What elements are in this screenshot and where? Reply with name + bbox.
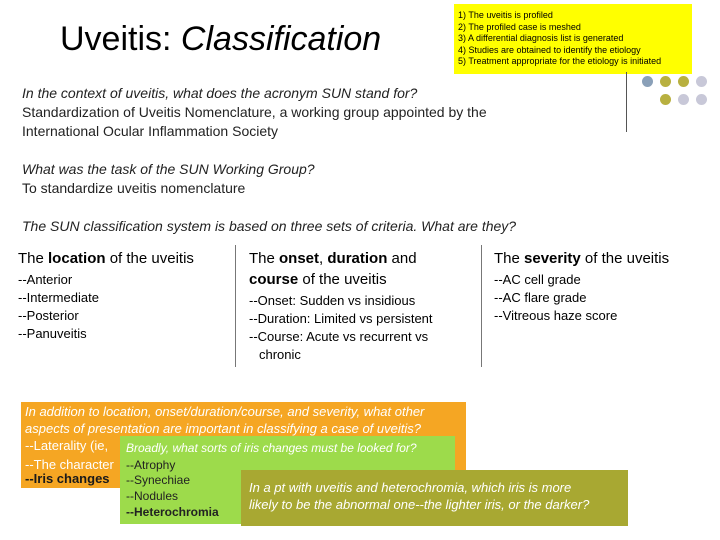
column-heading: The severity of the uveitis [494,250,670,267]
criteria-question: The SUN classification system is based on three sets of criteria. What are they? [22,218,517,234]
olive-line-1: In a pt with uveitis and heterochromia, which iris is more [249,480,572,495]
list-item: --Anterior [18,272,73,287]
list-item: --Duration: Limited vs persistent [249,311,433,326]
list-item: --Intermediate [18,290,99,305]
divider-line [626,72,627,132]
dot-icon [660,76,671,87]
olive-line-2: likely to be the abnormal one--the lighter iris, or the darker? [249,497,590,512]
list-item: --Onset: Sudden vs insidious [249,293,416,308]
task-answer: To standardize uveitis nomenclature [22,180,246,196]
column-heading: The onset, duration and course of the uveitis [249,250,417,288]
orange-line-4: --The character [25,457,114,472]
list-item: --Synechiae [126,473,191,487]
sun-answer-line-2: International Ocular Inflammation Society [22,123,279,139]
step-1: 1) The uveitis is profiled [458,10,553,20]
dot-icon [696,76,707,87]
dot-icon [696,94,707,105]
column-divider [481,245,482,367]
sun-question: In the context of uveitis, what does the acronym SUN stand for? [22,85,418,101]
page-title [60,20,381,59]
criteria-column-onset [249,248,474,364]
list-item: --Posterior [18,308,79,323]
sun-question-block [22,84,622,141]
step-5: 5) Treatment appropriate for the etiology is initiated [458,56,662,66]
dot-icon [642,76,653,87]
dot-icon [678,94,689,105]
list-item: --Panuveitis [18,326,87,341]
title-main: Uveitis: [60,20,181,58]
list-item: --Atrophy [126,458,176,472]
orange-line-2: aspects of presentation are important in classifying a case of uveitis? [25,421,421,436]
column-heading: The location of the uveitis [18,250,194,267]
task-question: What was the task of the SUN Working Group? [22,161,315,177]
list-item: chronic [259,347,301,362]
step-3: 3) A differential diagnosis list is generated [458,33,624,43]
list-item: --AC flare grade [494,290,587,305]
dot-icon [660,94,671,105]
title-italic: Classification [180,20,382,58]
criteria-column-severity [494,248,714,325]
list-item: --Course: Acute vs recurrent vs [249,329,429,344]
sun-answer-line-1: Standardization of Uveitis Nomenclature, a working group appointed by the [22,104,487,120]
green-question: Broadly, what sorts of iris changes must be looked for? [126,441,417,455]
orange-line-1: In addition to location, onset/duration/course, and severity, what other [25,404,425,419]
list-item: --Heterochromia [126,505,219,519]
dot-icon [678,76,689,87]
orange-line-3: --Laterality (ie, [25,438,109,453]
orange-line-5: --Iris changes [25,471,110,486]
step-4: 4) Studies are obtained to identify the etiology [458,44,641,55]
step-2: 2) The profiled case is meshed [458,21,581,32]
olive-question-box [241,470,628,526]
task-question-block [22,160,622,198]
decorative-dots [624,42,720,132]
column-divider [235,245,236,367]
list-item: --Nodules [126,489,179,503]
list-item: --Vitreous haze score [494,308,618,323]
criteria-column-location [18,248,233,343]
list-item: --AC cell grade [494,272,581,287]
